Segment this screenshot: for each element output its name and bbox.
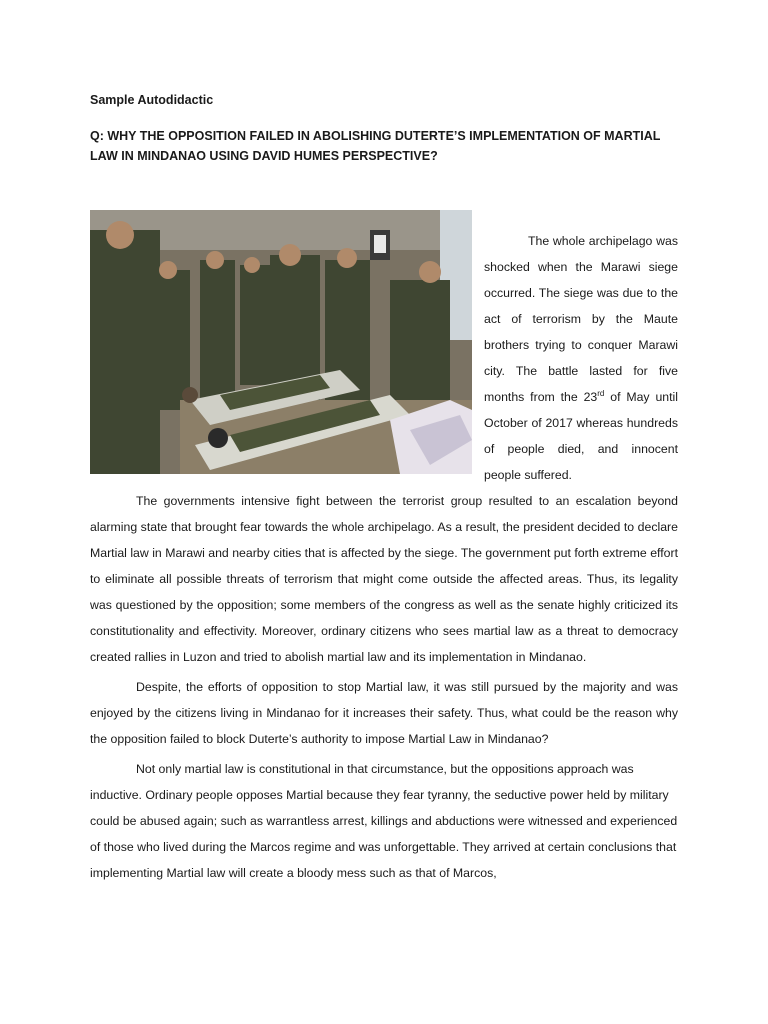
body-text bbox=[90, 488, 678, 886]
intro-text-continued: of May until October of 2017 whereas hundreds of people died, and innocent people suffered. bbox=[484, 390, 678, 482]
document-question: Q: WHY THE OPPOSITION FAILED IN ABOLISHING DUTERTE’S IMPLEMENTATION OF MARTIAL LAW IN MINDANAO USING DAVID HUMES PERSPECTIVE? bbox=[90, 129, 661, 163]
news-photo bbox=[90, 210, 472, 474]
intro-text: The whole archipelago was shocked when the Marawi siege occurred. The siege was due to the act of terrorism by the Maute brothers trying to conquer Marawi city. The battle lasted for five months from the 23 bbox=[484, 234, 678, 404]
body-paragraph: Despite, the efforts of opposition to stop Martial law, it was still pursued by the majority and was enjoyed by the citizens living in Mindanao for it increases their safety. Thus, what could be the reason why the opposition failed to block Duterte’s authority to impose Martial Law in Mindanao? bbox=[90, 680, 678, 746]
ordinal-suffix: rd bbox=[597, 388, 605, 398]
body-paragraph: The governments intensive fight between the terrorist group resulted to an escalation beyond alarming state that brought fear towards the whole archipelago. As a result, the president decided to declare Martial law in Marawi and nearby cities that is affected by the siege. The government put forth extreme effort to eliminate all possible threats of terrorism that might come outside the affected areas. Thus, its legality was questioned by the opposition; some members of the congress as well as the senate highly criticized its constitutionality and effectivity. Moreover, ordinary citizens who sees martial law as a threat to democracy created rallies in Luzon and tried to abolish martial law and its implementation in Mindanao. bbox=[90, 494, 678, 664]
intro-paragraph bbox=[484, 228, 678, 488]
document-heading: Sample Autodidactic bbox=[90, 93, 214, 107]
soldiers-hospital-photo bbox=[90, 210, 472, 474]
body-paragraph: Not only martial law is constitutional in that circumstance, but the oppositions approach was inductive. Ordinary people opposes Martial because they fear tyranny, the seductive power held by military could be abused again; such as warrantless arrest, killings and abductions were witnessed and experienced of those who lived during the Marcos regime and was unforgettable. They arrived at certain conclusions that implementing Martial law will create a bloody mess such as that of Marcos, bbox=[90, 762, 678, 880]
